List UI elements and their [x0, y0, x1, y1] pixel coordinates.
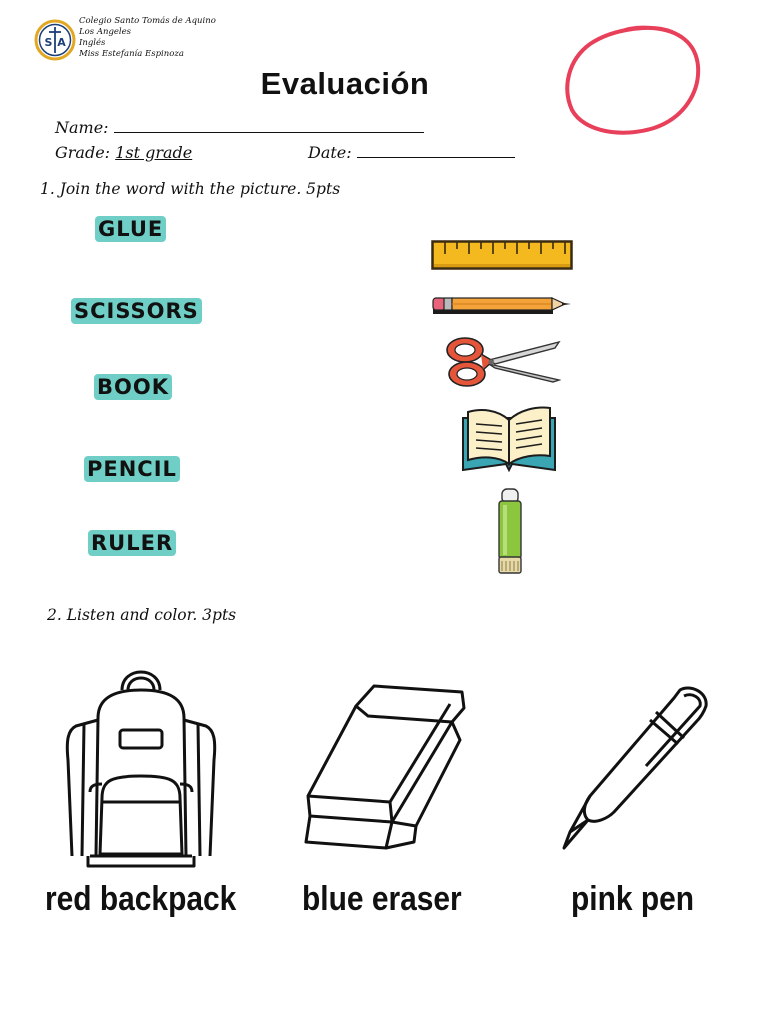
logo-letter-s: S — [44, 36, 53, 49]
caption-red-backpack: red backpack — [45, 880, 237, 918]
school-city: Los Angeles — [79, 27, 132, 37]
word-glue[interactable]: GLUE — [95, 216, 166, 242]
score-circle — [560, 22, 706, 140]
date-line[interactable] — [357, 156, 515, 158]
grade-field — [55, 143, 192, 162]
word-scissors[interactable]: SCISSORS — [71, 298, 202, 324]
question-2-text: 2. Listen and color. 3pts — [47, 606, 237, 624]
pen-icon[interactable] — [556, 682, 714, 854]
backpack-icon[interactable] — [62, 660, 220, 874]
caption-pink-pen: pink pen — [571, 880, 695, 918]
scissors-icon[interactable] — [443, 334, 561, 390]
logo-letter-a: A — [57, 36, 66, 49]
question-1-text: 1. Join the word with the picture. 5pts — [40, 180, 341, 198]
glue-stick-icon[interactable] — [494, 487, 526, 577]
school-info — [79, 16, 216, 60]
name-label: Name: — [55, 118, 109, 137]
caption-blue-eraser: blue eraser — [302, 880, 462, 918]
school-teacher: Miss Estefanía Espinoza — [79, 49, 184, 59]
school-subject: Inglés — [79, 38, 106, 48]
school-logo — [34, 19, 76, 61]
book-icon[interactable] — [460, 404, 558, 474]
pencil-icon[interactable] — [431, 294, 573, 316]
name-field[interactable] — [55, 118, 424, 137]
grade-value: 1st grade — [115, 143, 193, 162]
word-book[interactable]: BOOK — [94, 374, 172, 400]
name-line[interactable] — [114, 131, 424, 133]
ruler-icon[interactable] — [431, 240, 573, 270]
word-ruler[interactable]: RULER — [88, 530, 176, 556]
page-title: Evaluación — [260, 66, 430, 101]
word-pencil[interactable]: PENCIL — [84, 456, 180, 482]
date-field[interactable] — [308, 143, 515, 162]
grade-label: Grade: — [55, 143, 111, 162]
school-name: Colegio Santo Tomás de Aquino — [79, 16, 216, 26]
date-label: Date: — [308, 143, 352, 162]
eraser-icon[interactable] — [304, 680, 468, 852]
